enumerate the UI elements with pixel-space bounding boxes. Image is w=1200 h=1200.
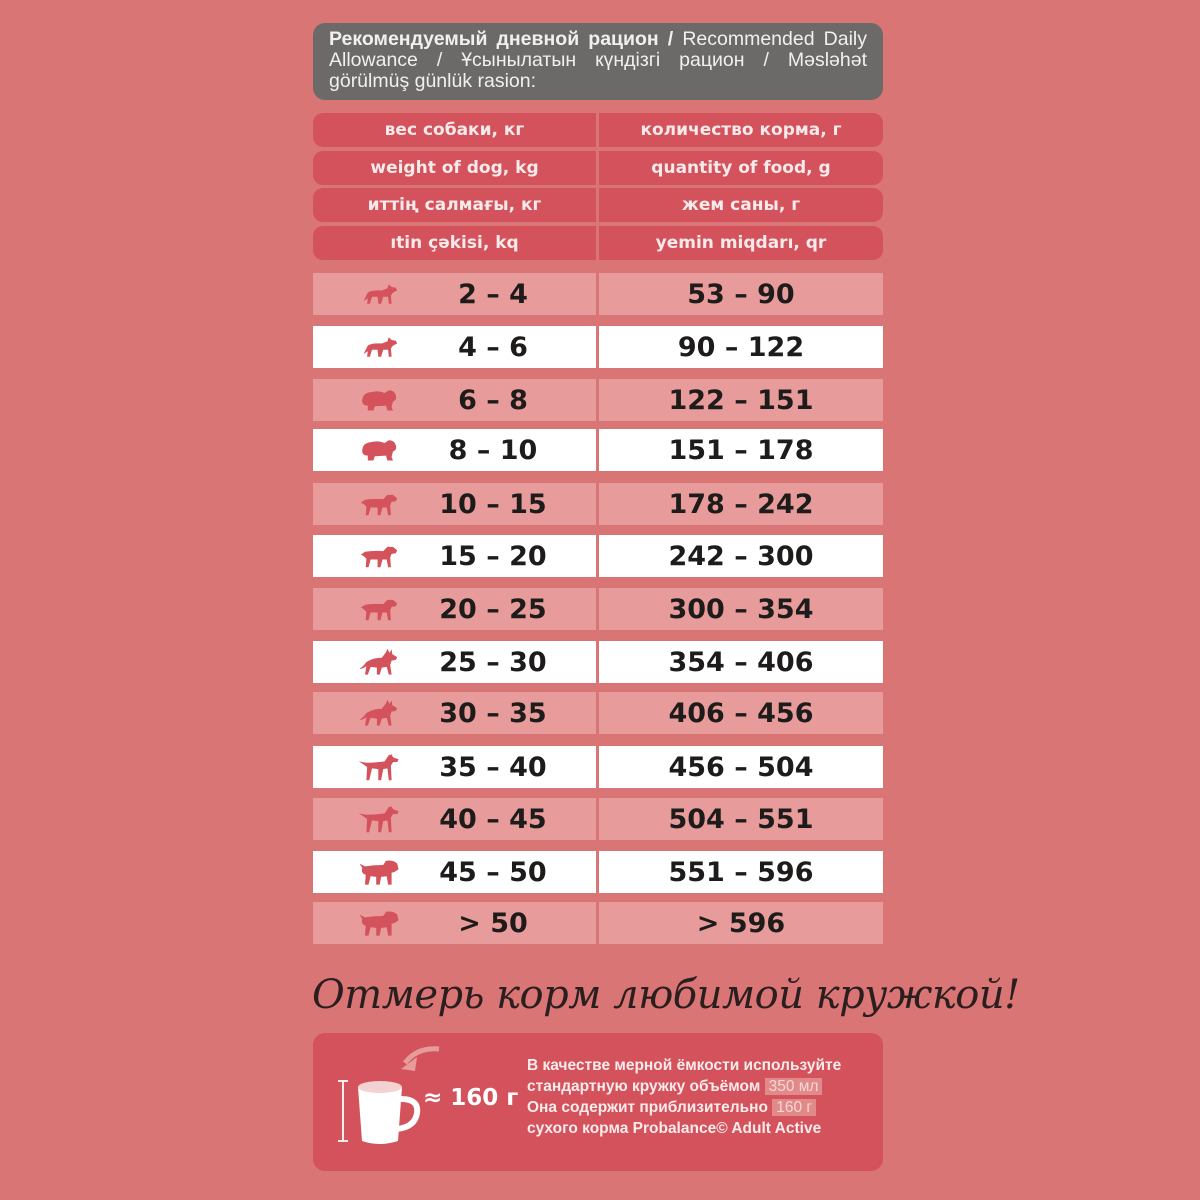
cup-note [527, 1055, 877, 1139]
column-header-weight: ıtin çəkisi, kq [313, 226, 596, 260]
food-value: 242 – 300 [599, 535, 883, 577]
medium-dog-icon [357, 595, 401, 623]
small-dog-icon [357, 280, 401, 308]
table-row [313, 535, 883, 577]
title-bold: Рекомендуемый дневной рацион / [329, 28, 674, 50]
small-dog-icon [357, 333, 401, 361]
weight-value: 35 – 40 [439, 751, 547, 783]
weight-value: 10 – 15 [439, 488, 547, 520]
note-line-3: Она содержит приблизительно [527, 1099, 768, 1116]
fluffy-dog-icon [357, 436, 401, 464]
column-header-weight: weight of dog, kg [313, 151, 596, 185]
dane-dog-icon [357, 753, 401, 781]
food-value: 551 – 596 [599, 851, 883, 893]
table-row [313, 692, 883, 734]
food-value: 90 – 122 [599, 326, 883, 368]
weight-value: 45 – 50 [439, 856, 547, 888]
title-rest: Recommended Daily Allowance / Ұсынылатын күндізгі рацион / Məsləhət görülmüş günlük rasion: [329, 28, 868, 92]
approx-weight: ≈ 160 г [423, 1085, 519, 1111]
weight-value: > 50 [458, 907, 528, 939]
column-header-food: количество корма, г [599, 113, 883, 147]
table-row [313, 273, 883, 315]
food-value: 504 – 551 [599, 798, 883, 840]
column-header-row-az [313, 226, 883, 260]
column-header-weight: иттің салмағы, кг [313, 188, 596, 222]
weight-value: 30 – 35 [439, 697, 547, 729]
table-row [313, 851, 883, 893]
column-header-row-en [313, 151, 883, 185]
weight-value: 15 – 20 [439, 540, 547, 572]
mastiff-dog-icon [357, 858, 401, 886]
dane-dog-icon [357, 805, 401, 833]
shepherd-dog-icon [357, 699, 401, 727]
weight-highlight: 160 г [772, 1099, 816, 1116]
column-header-food: quantity of food, g [599, 151, 883, 185]
table-row [313, 326, 883, 368]
volume-highlight: 350 мл [765, 1078, 823, 1095]
weight-value: 25 – 30 [439, 646, 547, 678]
food-value: 406 – 456 [599, 692, 883, 734]
table-row [313, 429, 883, 471]
food-value: 151 – 178 [599, 429, 883, 471]
fluffy-dog-icon [357, 386, 401, 414]
table-row [313, 483, 883, 525]
weight-value: 8 – 10 [448, 434, 538, 466]
shepherd-dog-icon [357, 648, 401, 676]
table-row [313, 746, 883, 788]
medium-dog-icon [357, 490, 401, 518]
weight-value: 2 – 4 [458, 278, 528, 310]
note-line-4: сухого корма Probalance© Adult Active [527, 1120, 822, 1137]
food-value: 354 – 406 [599, 641, 883, 683]
food-value: 178 – 242 [599, 483, 883, 525]
weight-value: 40 – 45 [439, 803, 547, 835]
table-row [313, 798, 883, 840]
column-header-weight: вес собаки, кг [313, 113, 596, 147]
food-value: > 596 [599, 902, 883, 944]
table-row [313, 641, 883, 683]
note-line-2: стандартную кружку объёмом [527, 1078, 761, 1095]
food-value: 300 – 354 [599, 588, 883, 630]
column-header-row-ru [313, 113, 883, 147]
food-value: 53 – 90 [599, 273, 883, 315]
table-title [313, 23, 883, 100]
cup-info-box [313, 1033, 883, 1171]
column-header-row-kz [313, 188, 883, 222]
medium-dog-icon [357, 542, 401, 570]
table-row [313, 588, 883, 630]
food-value: 122 – 151 [599, 379, 883, 421]
table-row [313, 902, 883, 944]
weight-value: 6 – 8 [458, 384, 528, 416]
food-value: 456 – 504 [599, 746, 883, 788]
column-header-food: yemin miqdarı, qr [599, 226, 883, 260]
weight-value: 20 – 25 [439, 593, 547, 625]
mastiff-dog-icon [357, 909, 401, 937]
note-line-1: В качестве мерной ёмкости используйте [527, 1057, 842, 1074]
column-header-food: жем саны, г [599, 188, 883, 222]
slogan: Отмерь корм любимой кружкой! [312, 972, 1020, 1018]
weight-value: 4 – 6 [458, 331, 528, 363]
table-row [313, 379, 883, 421]
